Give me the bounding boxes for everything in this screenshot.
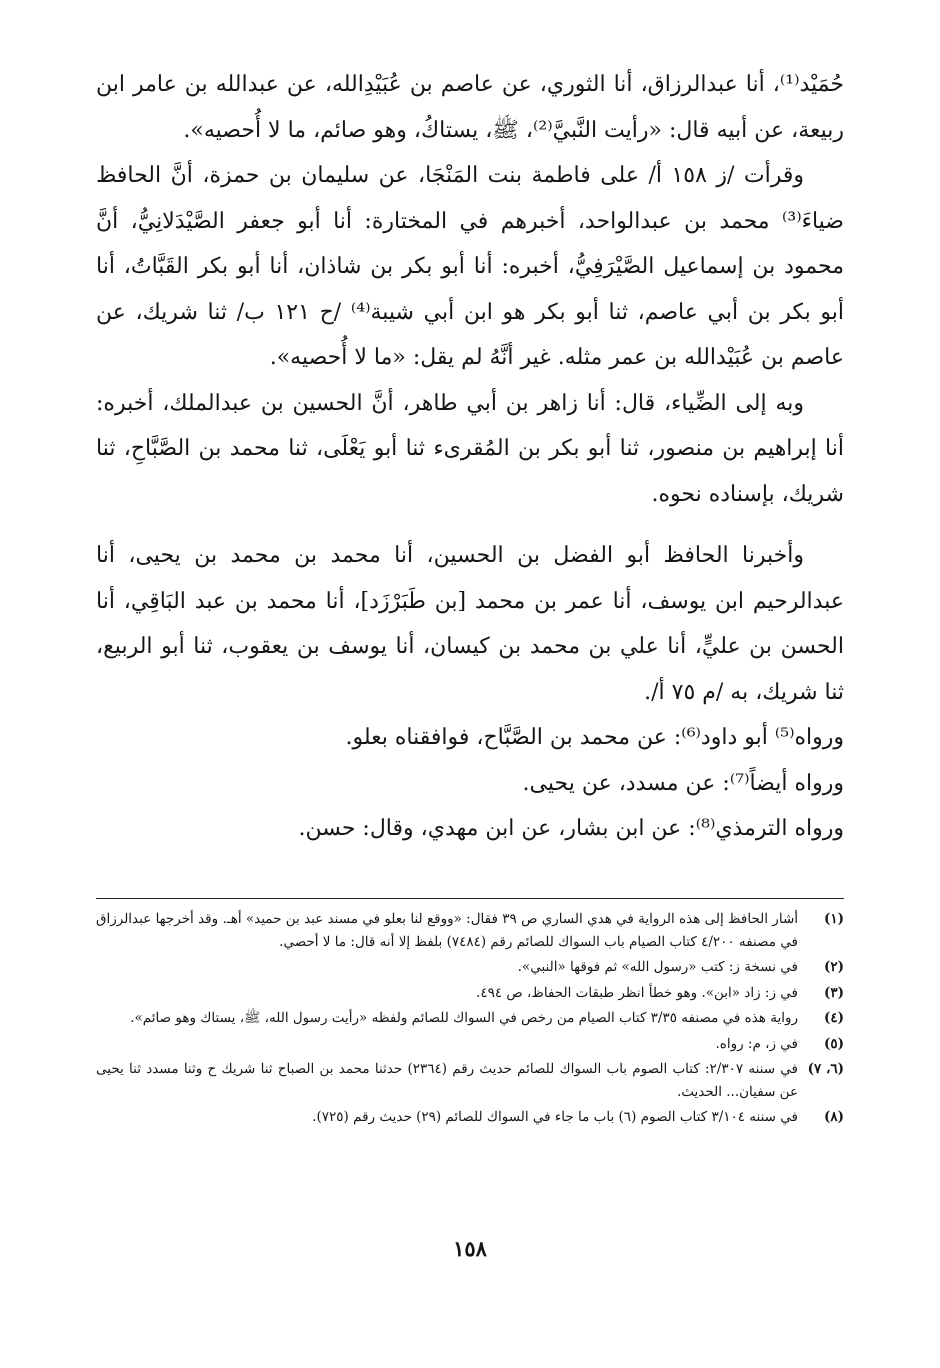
footnote-6-7 (96, 1058, 844, 1103)
footnote-number: (٥) (823, 1035, 844, 1052)
narration-line-tirmidhi: ورواه الترمذي⁽⁸⁾: عن ابن بشار، عن ابن مهدي، وقال: حسن. (298, 816, 844, 841)
footnote-text: في سننه ٢/٣٠٧: كتاب الصوم باب السواك للصائم حديث رقم (٢٣٦٤) حدثنا محمد بن الصباح ثنا شريك ح وثنا مسدد ثنا يحيى عن سفيان... الحديث. (96, 1061, 798, 1100)
paragraph-2: وقرأت /ز ١٥٨ أ/ على فاطمة بنت المَنْجَا، عن سليمان بن حمزة، أنَّ الحافظ ضياءَ⁽³⁾ محمد بن عبدالواحد، أخبرهم في المختارة: أنا أبو جعفر الصَّيْدَلانِيُّ، أنَّ محمود بن إسماعيل الصَّيْرَفِيُّ، أخبره: أنا أبو بكر بن شاذان، أنا أبو بكر القَبَّاتُ، أنا أبو بكر بن أبي عاصم، ثنا أبو بكر هو ابن أبي شيبة⁽⁴⁾ /ح ١٢١ ب/ ثنا شريك، عن عاصم بن عُبَيْدالله بن عمر مثله. غير أنَّهُ لم يقل: «ما لا أُحصيه». (96, 163, 844, 370)
main-text (96, 62, 844, 852)
footnote-8 (96, 1106, 844, 1129)
footnote-3 (96, 982, 844, 1005)
footnote-number: (٤) (823, 1010, 844, 1026)
footnote-4 (96, 1007, 844, 1030)
footnote-number: (١) (823, 911, 844, 927)
footnote-number: (٣) (823, 984, 844, 1001)
narration-line-abu-dawud: ورواه⁽⁵⁾ أبو داود⁽⁶⁾: عن محمد بن الصَّبَّاح، فوافقناه بعلو. (345, 725, 844, 750)
narration-line-also: ورواه أيضاً⁽⁷⁾: عن مسدد، عن يحيى. (522, 770, 844, 796)
footnote-text: في نسخة ز: كتب «رسول الله» ثم فوقها «النبي». (517, 959, 798, 975)
footnote-divider (96, 898, 844, 899)
footnotes (96, 908, 844, 1132)
footnote-2 (96, 956, 844, 979)
footnote-number: (٦، ٧) (807, 1061, 844, 1077)
footnote-text: في ز: زاد «ابن». وهو خطأ انظر طبقات الحفاظ، ص ٤٩٤. (476, 984, 798, 1001)
paragraph-3: وبه إلى الضِّياء، قال: أنا زاهر بن أبي طاهر، أنَّ الحسين بن عبدالملك، أخبره: أنا إبراهيم بن منصور، ثنا أبو بكر بن المُقرىء ثنا أبو يَعْلَى، ثنا محمد بن الصَّبَّاحِ، ثنا شريك، بإسناده نحوه. (96, 390, 844, 507)
footnote-1 (96, 908, 844, 953)
paragraph-4: وأخبرنا الحافظ أبو الفضل بن الحسين، أنا محمد بن محمد بن يحيى، أنا عبدالرحيم ابن يوسف، أنا عمر بن محمد [بن طَبَرْزَد]، أنا محمد بن عبد البَاقِي، أنا الحسن بن عليٍّ، أنا علي بن محمد بن كيسان، أنا يوسف بن يعقوب، ثنا أبو الربيع، ثنا شريك، به /م ٧٥ أ/. (96, 543, 844, 705)
footnote-text: أشار الحافظ إلى هذه الرواية في هدي الساري ص ٣٩ فقال: «ووقع لنا بعلو في مسند عبد بن حميد» أهـ. وقد أخرجها عبدالرزاق في مصنفه ٤/٢٠٠ كتاب الصيام باب السواك للصائم رقم (٧٤٨٤) بلفظ إلا أنه قال: ما لا أحصي. (96, 911, 799, 950)
footnote-text: في سننه ٣/١٠٤ كتاب الصوم (٦) باب ما جاء في السواك للصائم (٢٩) حديث رقم (٧٢٥). (312, 1109, 798, 1125)
footnote-number: (٨) (823, 1109, 844, 1125)
footnote-number: (٢) (823, 959, 844, 975)
paragraph-1: حُمَيْد⁽¹⁾، أنا عبدالرزاق، أنا الثوري، عن عاصم بن عُبَيْدِالله، عن عبدالله بن عامر ابن ربيعة، عن أبيه قال: «رأيت النَّبيَّ⁽²⁾، ﷺ، يستاكُ، وهو صائم، ما لا أُحصيه». (96, 72, 844, 143)
footnote-text: في ز، م: رواه. (715, 1035, 798, 1052)
footnote-5 (96, 1033, 844, 1056)
page-number: ١٥٨ (453, 1236, 487, 1261)
footnote-text: رواية هذه في مصنفه ٣/٣٥ كتاب الصيام من رخص في السواك للصائم ولفظه «رأيت رسول الله، ﷺ، يستاك وهو صائم». (130, 1010, 798, 1026)
